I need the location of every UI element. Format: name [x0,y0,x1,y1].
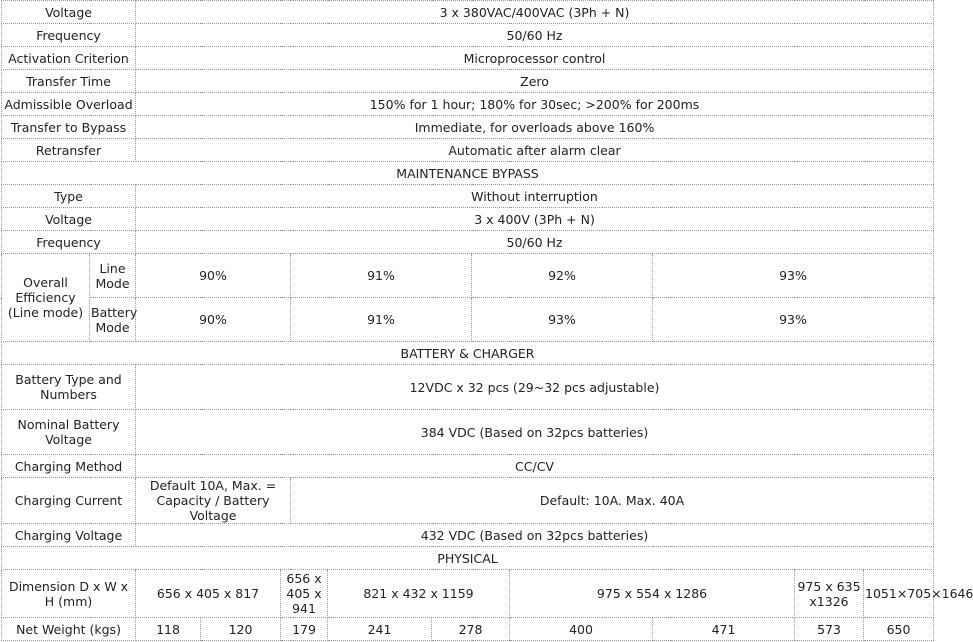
row-value: Automatic after alarm clear [136,139,934,162]
row-label: Frequency [2,24,136,47]
table-row [2,570,934,618]
section-row [2,342,934,365]
section-row [2,547,934,570]
table-row [2,139,934,162]
row-label: Charging Method [2,455,136,478]
section-heading: PHYSICAL [2,547,934,570]
dimension-cell: 656 x 405 x 941 [281,570,328,618]
row-value: 12VDC x 32 pcs (29~32 pcs adjustable) [136,365,934,410]
row-value: 3 x 400V (3Ph + N) [136,208,934,231]
row-label: Net Weight (kgs) [2,618,136,641]
row-label: Activation Criterion [2,47,136,70]
table-row [2,524,934,547]
row-value: 150% for 1 hour; 180% for 30sec; >200% for 200ms [136,93,934,116]
efficiency-cell: 92% [472,254,653,298]
row-label: Frequency [2,231,136,254]
weight-cell: 400 [510,618,653,641]
row-value: Zero [136,70,934,93]
table-row [2,298,934,342]
row-label: Type [2,185,136,208]
row-label: Dimension D x W x H (mm) [2,570,136,618]
row-label: Admissible Overload [2,93,136,116]
table-row [2,116,934,139]
weight-cell: 471 [653,618,795,641]
table-row [2,93,934,116]
spec-table [1,0,973,641]
dimension-cell: 1051×705×1646 [864,570,934,618]
mode-label: Line Mode [90,254,136,298]
weight-cell: 120 [201,618,281,641]
efficiency-cell: 93% [653,254,934,298]
table-row [2,365,934,410]
row-value: 50/60 Hz [136,231,934,254]
table-row [2,185,934,208]
row-value: CC/CV [136,455,934,478]
row-label: Retransfer [2,139,136,162]
efficiency-cell: 90% [136,254,291,298]
weight-cell: 573 [795,618,864,641]
table-row [2,478,934,524]
row-value: 3 x 380VAC/400VAC (3Ph + N) [136,1,934,24]
section-heading: MAINTENANCE BYPASS [2,162,934,185]
row-value: 432 VDC (Based on 32pcs batteries) [136,524,934,547]
table-row [2,410,934,455]
section-heading: BATTERY & CHARGER [2,342,934,365]
efficiency-label: Overall Efficiency (Line mode) [2,254,90,342]
section-row [2,162,934,185]
weight-cell: 278 [432,618,510,641]
dimension-cell: 656 x 405 x 817 [136,570,281,618]
weight-cell: 179 [281,618,328,641]
efficiency-cell: 91% [291,298,472,342]
row-label: Transfer to Bypass [2,116,136,139]
table-row [2,24,934,47]
row-value: Immediate, for overloads above 160% [136,116,934,139]
row-value: Default 10A, Max. = Capacity / Battery Voltage [136,478,291,524]
row-value: 384 VDC (Based on 32pcs batteries) [136,410,934,455]
efficiency-cell: 93% [653,298,934,342]
row-value: 50/60 Hz [136,24,934,47]
row-value: Without interruption [136,185,934,208]
row-value: Default: 10A. Max. 40A [291,478,934,524]
row-label: Nominal Battery Voltage [2,410,136,455]
row-label: Battery Type and Numbers [2,365,136,410]
table-row [2,70,934,93]
mode-label: Battery Mode [90,298,136,342]
dimension-cell: 975 x 554 x 1286 [510,570,795,618]
table-row [2,618,934,641]
weight-cell: 241 [328,618,432,641]
row-label: Charging Voltage [2,524,136,547]
efficiency-cell: 93% [472,298,653,342]
row-label: Charging Current [2,478,136,524]
table-row [2,455,934,478]
efficiency-cell: 91% [291,254,472,298]
table-row [2,254,934,298]
row-label: Voltage [2,1,136,24]
efficiency-cell: 90% [136,298,291,342]
table-row [2,47,934,70]
weight-cell: 118 [136,618,201,641]
table-row [2,231,934,254]
weight-cell: 650 [864,618,934,641]
row-label: Transfer Time [2,70,136,93]
dimension-cell: 975 x 635 x1326 [795,570,864,618]
table-row [2,1,934,24]
row-value: Microprocessor control [136,47,934,70]
table-row [2,208,934,231]
dimension-cell: 821 x 432 x 1159 [328,570,510,618]
row-label: Voltage [2,208,136,231]
